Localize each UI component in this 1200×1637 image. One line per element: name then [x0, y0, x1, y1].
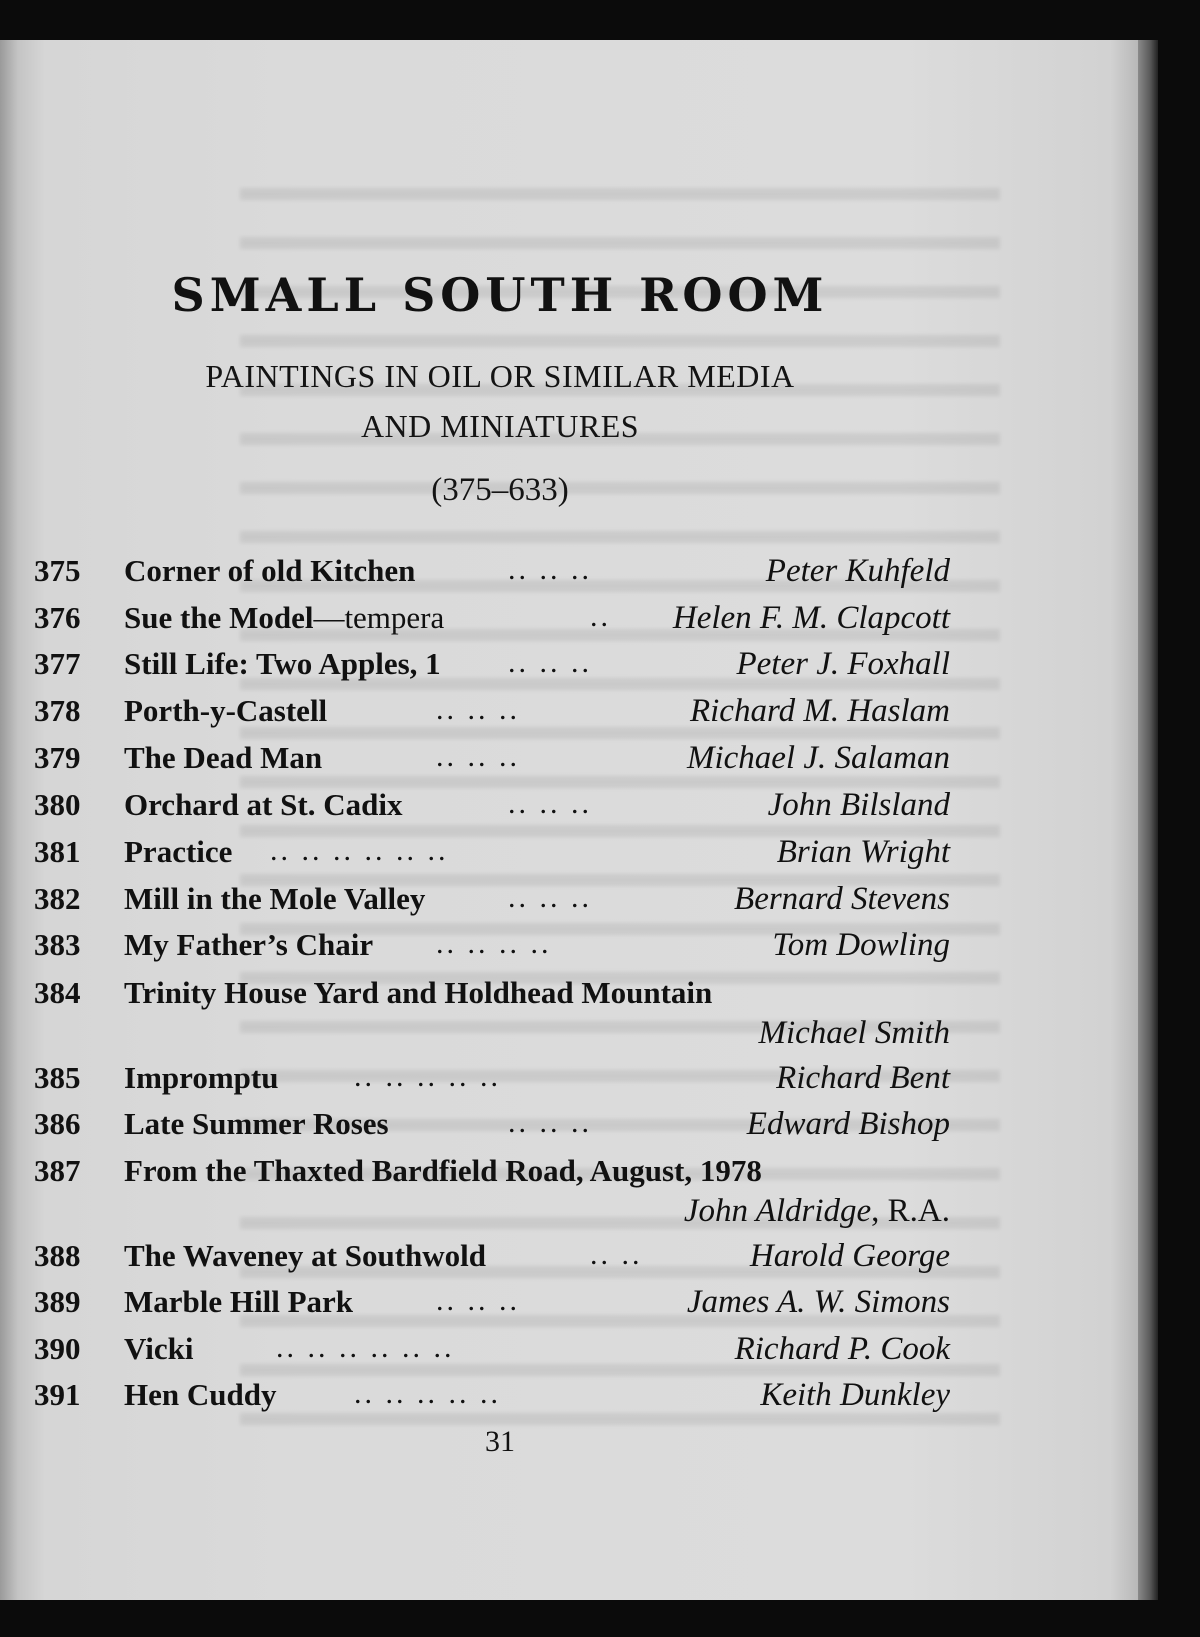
entry-artist: John Aldridge, R.A.	[683, 1193, 950, 1229]
entry-number: 380	[34, 787, 81, 822]
page-number: 31	[485, 1425, 515, 1458]
entry-number: 386	[34, 1106, 81, 1141]
entry-number: 387	[34, 1153, 81, 1188]
dot-leader: .. .. ..	[508, 881, 592, 914]
catalogue-entry	[0, 1331, 1138, 1375]
entry-artist: Michael J. Salaman	[686, 740, 950, 776]
catalogue-entry	[0, 787, 1138, 831]
entry-title: My Father’s Chair	[124, 927, 374, 962]
entry-title: The Waveney at Southwold	[124, 1238, 487, 1273]
entry-title: Practice	[124, 834, 233, 869]
entry-number: 375	[34, 553, 81, 588]
catalogue-entry	[0, 834, 1138, 878]
entry-artist: Tom Dowling	[772, 927, 950, 963]
catalogue-entry	[0, 553, 1138, 597]
dot-leader: .. .. ..	[508, 787, 592, 820]
catalogue-entry	[0, 1060, 1138, 1104]
entry-artist: Michael Smith	[758, 1015, 950, 1051]
entry-artist: Edward Bishop	[746, 1106, 950, 1142]
entry-title: From the Thaxted Bardfield Road, August, 1978	[124, 1153, 762, 1188]
catalogue-number-range: (375–633)	[431, 472, 569, 508]
entry-number: 384	[34, 975, 81, 1010]
entry-artist: Richard P. Cook	[734, 1331, 950, 1367]
entry-title: Corner of old Kitchen	[124, 553, 416, 588]
catalogue-entry	[0, 927, 1138, 971]
entry-number: 378	[34, 693, 81, 728]
entry-title: Impromptu	[124, 1060, 279, 1095]
catalogue-entry	[0, 975, 1138, 1051]
entry-number: 383	[34, 927, 81, 962]
entry-title: Hen Cuddy	[124, 1377, 277, 1412]
catalogue-entry	[0, 1153, 1138, 1229]
catalogue-entry	[0, 1106, 1138, 1150]
entry-artist: Brian Wright	[776, 834, 950, 870]
entry-artist: Helen F. M. Clapcott	[672, 600, 950, 636]
entry-title: Trinity House Yard and Holdhead Mountain	[124, 975, 713, 1010]
dot-leader: .. .. ..	[508, 553, 592, 586]
entry-artist: Peter Kuhfeld	[765, 553, 950, 589]
entry-number: 377	[34, 646, 81, 681]
catalogue-entry	[0, 1377, 1138, 1421]
entry-number: 385	[34, 1060, 81, 1095]
catalogue-entry	[0, 693, 1138, 737]
entry-artist: James A. W. Simons	[686, 1284, 950, 1320]
entry-title: Orchard at St. Cadix	[124, 787, 403, 822]
entry-title: Sue the Model—tempera	[124, 600, 445, 635]
catalogue-entry	[0, 600, 1138, 644]
section-subtitle-line-2: AND MINIATURES	[360, 408, 640, 444]
entry-artist: Bernard Stevens	[734, 881, 950, 917]
dot-leader: ..	[590, 600, 611, 633]
entry-number: 390	[34, 1331, 81, 1366]
catalogue-entry	[0, 1284, 1138, 1328]
entry-artist: John Bilsland	[767, 787, 950, 823]
entry-artist: Richard Bent	[776, 1060, 950, 1096]
entry-number: 389	[34, 1284, 81, 1319]
dot-leader: .. ..	[590, 1238, 643, 1271]
entry-title: Porth-y-Castell	[124, 693, 328, 728]
entry-number: 381	[34, 834, 81, 869]
catalogue-entry	[0, 740, 1138, 784]
entry-title: The Dead Man	[124, 740, 323, 775]
dot-leader: .. .. ..	[436, 1284, 520, 1317]
dot-leader: .. .. .. ..	[436, 927, 552, 960]
section-subtitle-line-1: PAINTINGS IN OIL OR SIMILAR MEDIA	[205, 358, 795, 394]
entry-artist: Richard M. Haslam	[689, 693, 950, 729]
entry-number: 391	[34, 1377, 81, 1412]
entry-artist: Harold George	[749, 1238, 950, 1274]
dot-leader: .. .. .. .. .. ..	[276, 1331, 455, 1364]
dot-leader: .. .. .. .. .. ..	[270, 834, 449, 867]
entry-artist: Peter J. Foxhall	[736, 646, 950, 682]
dot-leader: .. .. ..	[508, 1106, 592, 1139]
catalogue-entry	[0, 646, 1138, 690]
entry-title: Marble Hill Park	[124, 1284, 354, 1319]
entry-title: Vicki	[124, 1331, 194, 1366]
dot-leader: .. .. ..	[436, 693, 520, 726]
dot-leader: .. .. .. .. ..	[354, 1060, 501, 1093]
entry-title: Still Life: Two Apples, 1	[124, 646, 441, 681]
entry-title: Mill in the Mole Valley	[124, 881, 426, 916]
page-edge	[1138, 40, 1158, 1600]
dot-leader: .. .. ..	[436, 740, 520, 773]
entry-artist: Keith Dunkley	[760, 1377, 950, 1413]
catalogue-entry	[0, 1238, 1138, 1282]
dot-leader: .. .. .. .. ..	[354, 1377, 501, 1410]
catalogue-entry	[0, 881, 1138, 925]
entry-title: Late Summer Roses	[124, 1106, 389, 1141]
entry-number: 376	[34, 600, 81, 635]
entry-number: 382	[34, 881, 81, 916]
dot-leader: .. .. ..	[508, 646, 592, 679]
room-title: SMALL SOUTH ROOM	[171, 268, 829, 322]
entry-number: 388	[34, 1238, 81, 1273]
entry-number: 379	[34, 740, 81, 775]
